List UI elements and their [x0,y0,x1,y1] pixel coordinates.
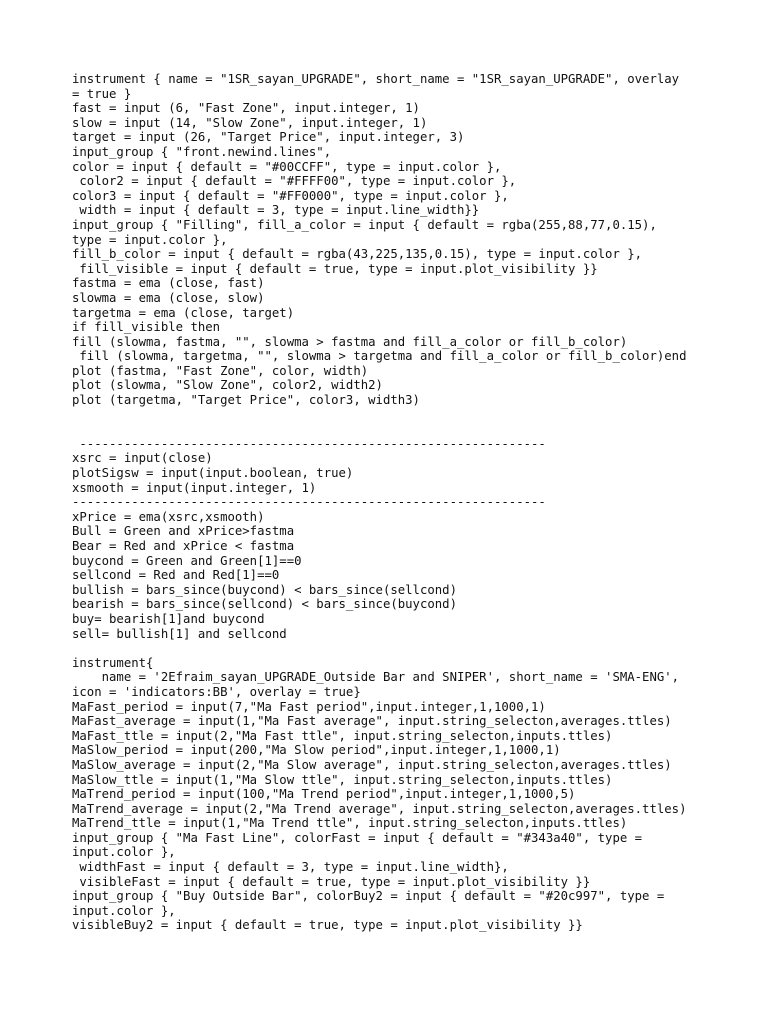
code-line: plotSigsw = input(input.boolean, true) [72,466,354,481]
code-line: MaTrend_average = input(2,"Ma Trend average", input.string_selecton,averages.ttles) [72,801,687,816]
code-line: instrument{ [72,655,154,670]
code-line: visibleBuy2 = input { default = true, type = input.plot_visibility }} [72,918,583,933]
code-line: plot (slowma, "Slow Zone", color2, width2) [72,378,383,393]
code-line: slow = input (14, "Slow Zone", input.integer, 1) [72,115,428,130]
code-line: slowma = ema (close, slow) [72,290,265,305]
code-line: buy= bearish[1]and buycond [72,611,265,626]
code-line: MaTrend_ttle = input(1,"Ma Trend ttle", input.string_selecton,inputs.ttles) [72,816,628,831]
code-line: input_group { "front.newind.lines", [72,144,332,159]
code-line: instrument { name = "1SR_sayan_UPGRADE", short_name = "1SR_sayan_UPGRADE", overlay [72,72,680,86]
code-line: fastma = ema (close, fast) [72,276,265,291]
code-line: bullish = bars_since(buycond) < bars_since(sellcond) [72,582,457,597]
code-line: Bear = Red and xPrice < fastma [72,539,295,553]
code-line: widthFast = input { default = 3, type = input.line_width}, [72,860,509,875]
code-line: sell= bullish[1] and sellcond [72,626,287,641]
code-line: buycond = Green and Green[1]==0 [72,553,302,568]
code-line: plot (targetma, "Target Price", color3, width3) [72,393,420,408]
code-line: input.color }, [72,903,176,918]
code-line: xsmooth = input(input.integer, 1) [72,480,317,495]
document-page [72,72,712,933]
code-line: input.color }, [72,845,176,860]
code-line: input_group { "Buy Outside Bar", colorBuy2 = input { default = "#20c997", type = [72,889,665,904]
code-line: sellcond = Red and Red[1]==0 [72,568,280,583]
code-line: plot (fastma, "Fast Zone", color, width) [72,363,369,378]
code-line: xsrc = input(close) [72,451,213,466]
code-line: MaTrend_period = input(100,"Ma Trend period",input.integer,1,1000,5) [72,787,576,802]
code-line: visibleFast = input { default = true, type = input.plot_visibility }} [72,874,591,889]
code-line: input_group { "Ma Fast Line", colorFast = input { default = "#343a40", type = [72,830,643,845]
code-line: type = input.color }, [72,232,228,247]
blank-line [72,408,712,423]
code-line: = true } [72,86,132,101]
code-line: targetma = ema (close, target) [72,305,295,320]
code-line: icon = 'indicators:BB', overlay = true} [72,684,361,699]
code-line: input_group { "Filling", fill_a_color = input { default = rgba(255,88,77,0.15), [72,217,657,232]
code-line: MaSlow_period = input(200,"Ma Slow period",input.integer,1,1000,1) [72,743,561,758]
code-line: MaSlow_average = input(2,"Ma Slow average", input.string_selecton,averages.ttles) [72,757,672,772]
blank-line [72,422,712,437]
code-line: fill_visible = input { default = true, type = input.plot_visibility }} [72,261,598,276]
separator-line: --------------------------------------------------------------- [72,436,546,451]
blank-line [72,641,712,656]
code-line: xPrice = ema(xsrc,xsmooth) [72,509,265,524]
code-line: if fill_visible then [72,320,221,335]
code-line: MaSlow_ttle = input(1,"Ma Slow ttle", input.string_selecton,inputs.ttles) [72,772,613,787]
code-line: MaFast_ttle = input(2,"Ma Fast ttle", input.string_selecton,inputs.ttles) [72,728,613,743]
code-line: bearish = bars_since(sellcond) < bars_since(buycond) [72,597,457,612]
code-line: color = input { default = "#00CCFF", type = input.color }, [72,159,502,174]
code-line: name = '2Efraim_sayan_UPGRADE_Outside Bar and SNIPER', short_name = 'SMA-ENG', [72,670,680,685]
separator-line: ---------------------------------------------------------------- [72,495,546,510]
code-line: fill (slowma, fastma, "", slowma > fastma and fill_a_color or fill_b_color) [72,334,628,349]
code-line: MaFast_period = input(7,"Ma Fast period",input.integer,1,1000,1) [72,699,546,714]
code-line: color3 = input { default = "#FF0000", type = input.color }, [72,188,509,203]
code-line: width = input { default = 3, type = input.line_width}} [72,203,480,218]
code-line: MaFast_average = input(1,"Ma Fast average", input.string_selecton,averages.ttles) [72,714,672,729]
code-line: color2 = input { default = "#FFFF00", type = input.color }, [72,174,517,189]
code-line: fill_b_color = input { default = rgba(43,225,135,0.15), type = input.color }, [72,247,643,262]
code-line: fast = input (6, "Fast Zone", input.integer, 1) [72,101,420,116]
code-line: fill (slowma, targetma, "", slowma > targetma and fill_a_color or fill_b_color)end [72,349,687,364]
code-line: target = input (26, "Target Price", input.integer, 3) [72,130,465,145]
code-line: Bull = Green and xPrice>fastma [72,524,295,539]
